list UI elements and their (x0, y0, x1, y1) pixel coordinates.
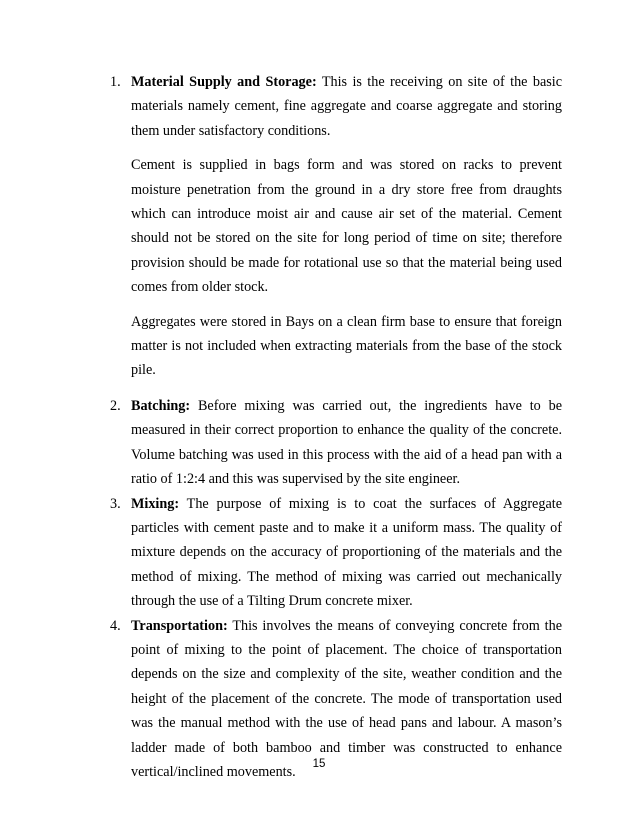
list-number: 3. (110, 495, 121, 512)
item-text: Before mixing was carried out, the ingredients have to be measured in their correct proportion to enhance the quality of the concrete. Volume batching was used in this process with the aid of a head pan with a ratio of 1:2:4 and this was supervised by the site engineer. (131, 397, 563, 488)
numbered-list (110, 70, 562, 784)
item-paragraph: Aggregates were stored in Bays on a clean firm base to ensure that foreign matter is not included when extracting materials from the base of the stock pile. (131, 313, 562, 379)
list-item-material-supply (110, 70, 562, 383)
item-text: This involves the means of conveying concrete from the point of mixing to the point of placement. The choice of transportation depends on the size and complexity of the site, weather condition and the height of the placement of the concrete. The mode of transportation used was the manual method with the use of head pans and labour. A mason’s ladder made of both bamboo and timber was constructed to enhance vertical/inclined movements. (131, 617, 563, 780)
list-number: 2. (110, 397, 121, 414)
list-item-batching (110, 394, 562, 492)
item-heading: Batching: (131, 397, 191, 414)
item-text: The purpose of mixing is to coat the surfaces of Aggregate particles with cement paste and to make it a uniform mass. The quality of mixture depends on the accuracy of proportioning of the materials and the method of mixing. The method of mixing was carried out mechanically through the use of a Tilting Drum concrete mixer. (131, 495, 562, 610)
item-heading: Mixing: (131, 495, 180, 512)
item-paragraph (131, 394, 562, 492)
list-number: 4. (110, 617, 121, 634)
item-heading: Material Supply and Storage: (131, 74, 317, 90)
item-text: This is the receiving on site of the basic materials namely cement, fine aggregate and coarse aggregate and storing them under satisfactory conditions. (131, 74, 563, 139)
item-paragraph (131, 70, 562, 143)
list-number: 1. (110, 74, 121, 90)
page-number: 15 (312, 758, 326, 770)
item-paragraph: Cement is supplied in bags form and was stored on racks to prevent moisture penetration from the ground in a dry store free from draughts which can introduce moist air and cause air set of the material. Cement should not be stored on the site for long period of time on site; therefore provision should be made for rotational use so that the material being used comes from older stock. (131, 157, 562, 296)
list-item-mixing (110, 492, 562, 614)
item-heading: Transportation: (131, 617, 228, 634)
item-paragraph (131, 492, 562, 614)
